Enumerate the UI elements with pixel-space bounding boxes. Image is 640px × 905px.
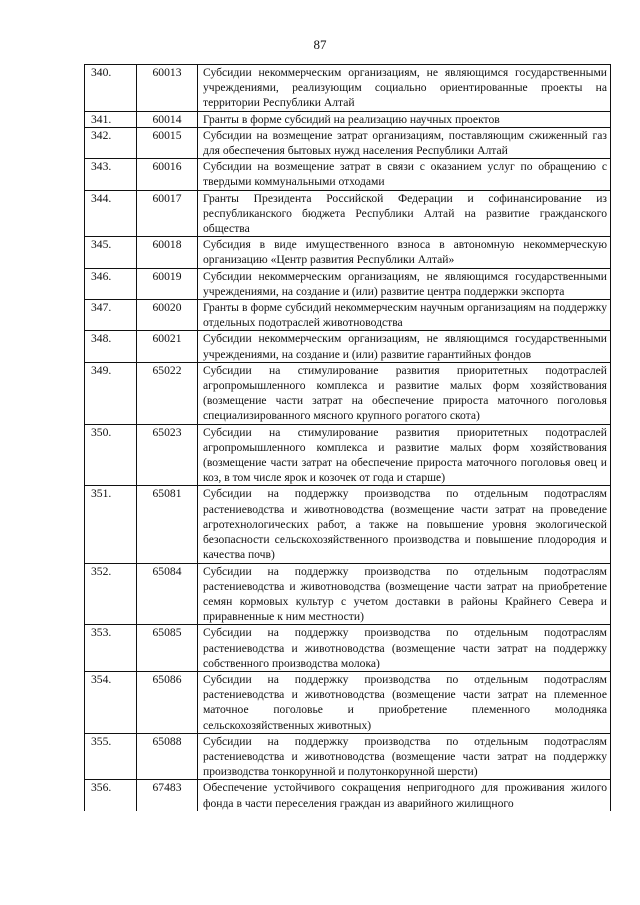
row-code: 65084: [137, 563, 198, 625]
table-row: [85, 486, 611, 563]
row-code: 65023: [137, 424, 198, 486]
row-code: 65085: [137, 625, 198, 672]
row-code: 67483: [137, 780, 198, 811]
row-description: Субсидии некоммерческим организациям, не являющимся государственными учреждениями, на создание и (или) развитие гарантийных фондов: [198, 331, 611, 362]
row-description: Субсидии на поддержку производства по отдельным подотраслям растениеводства и животноводства (возмещение части затрат на поддержку собственного производства молока): [198, 625, 611, 672]
row-code: 60013: [137, 65, 198, 112]
row-code: 60014: [137, 111, 198, 127]
row-description: Субсидии на стимулирование развития приоритетных подотраслей агропромышленного комплекса и развитие малых форм хозяйствования (возмещение части затрат на обеспечение прироста маточного поголовья овец и коз, в том числе ярок и козочек от года и старше): [198, 424, 611, 486]
table-row: [85, 424, 611, 486]
row-description: Субсидии на возмещение затрат организациям, поставляющим сжиженный газ для обеспечения бытовых нужд населения Республики Алтай: [198, 127, 611, 158]
row-description: Субсидии на поддержку производства по отдельным подотраслям растениеводства и животноводства (возмещение части затрат на поддержку производства тонкорунной и полутонкорунной шерсти): [198, 733, 611, 780]
row-code: 65081: [137, 486, 198, 563]
table-row: [85, 111, 611, 127]
row-code: 60019: [137, 268, 198, 299]
row-code: 60021: [137, 331, 198, 362]
row-number: 353.: [85, 625, 137, 672]
row-code: 60015: [137, 127, 198, 158]
row-description: Гранты Президента Российской Федерации и софинансирование из республиканского бюджета Республики Алтай на развитие гражданского общества: [198, 190, 611, 237]
table-row: [85, 671, 611, 733]
row-number: 345.: [85, 237, 137, 268]
table-row: [85, 159, 611, 190]
row-number: 347.: [85, 300, 137, 331]
row-description: Субсидия в виде имущественного взноса в автономную некоммерческую организацию «Центр развития Республики Алтай»: [198, 237, 611, 268]
table-row: [85, 625, 611, 672]
row-description: Субсидии на возмещение затрат в связи с оказанием услуг по обращению с твердыми коммунальными отходами: [198, 159, 611, 190]
row-number: 343.: [85, 159, 137, 190]
row-number: 355.: [85, 733, 137, 780]
row-number: 352.: [85, 563, 137, 625]
row-description: Гранты в форме субсидий некоммерческим научным организациям на поддержку отдельных подотраслей животноводства: [198, 300, 611, 331]
row-number: 351.: [85, 486, 137, 563]
table-row: [85, 331, 611, 362]
row-description: Субсидии на поддержку производства по отдельным подотраслям растениеводства и животноводства (возмещение части затрат на племенное маточное поголовье и приобретение племенного молодняка сельскохозяйственных животных): [198, 671, 611, 733]
table-row: [85, 268, 611, 299]
table-row: [85, 190, 611, 237]
row-code: 60018: [137, 237, 198, 268]
row-number: 356.: [85, 780, 137, 811]
row-description: Гранты в форме субсидий на реализацию научных проектов: [198, 111, 611, 127]
row-code: 60017: [137, 190, 198, 237]
row-description: Обеспечение устойчивого сокращения непригодного для проживания жилого фонда в части переселения граждан из аварийного жилищного: [198, 780, 611, 811]
row-code: 60016: [137, 159, 198, 190]
row-number: 341.: [85, 111, 137, 127]
table-row: [85, 733, 611, 780]
row-number: 346.: [85, 268, 137, 299]
row-number: 344.: [85, 190, 137, 237]
row-number: 349.: [85, 362, 137, 424]
page-number: 87: [313, 37, 327, 52]
row-code: 65022: [137, 362, 198, 424]
row-number: 350.: [85, 424, 137, 486]
row-number: 348.: [85, 331, 137, 362]
row-description: Субсидии некоммерческим организациям, не являющимся государственными учреждениями, реализующим социально ориентированные проекты на территории Республики Алтай: [198, 65, 611, 112]
table-row: [85, 780, 611, 811]
row-code: 60020: [137, 300, 198, 331]
row-description: Субсидии некоммерческим организациям, не являющимся государственными учреждениями, на создание и (или) развитие центра поддержки экспорта: [198, 268, 611, 299]
table-row: [85, 65, 611, 112]
row-description: Субсидии на поддержку производства по отдельным подотраслям растениеводства и животноводства (возмещение части затрат на проведение агротехнологических работ, а также на повышение уровня экологической безопасности сельскохозяйственного производства и повышение плодородия и качества почв): [198, 486, 611, 563]
row-description: Субсидии на стимулирование развития приоритетных подотраслей агропромышленного комплекса и развитие малых форм хозяйствования (возмещение части затрат на обеспечение прироста маточного поголовья специализированного мясного крупного рогатого скота): [198, 362, 611, 424]
row-number: 354.: [85, 671, 137, 733]
table-row: [85, 127, 611, 158]
table-row: [85, 237, 611, 268]
row-number: 340.: [85, 65, 137, 112]
table-row: [85, 362, 611, 424]
row-code: 65088: [137, 733, 198, 780]
table-row: [85, 563, 611, 625]
row-number: 342.: [85, 127, 137, 158]
row-description: Субсидии на поддержку производства по отдельным подотраслям растениеводства и животноводства (возмещение части затрат на приобретение семян кормовых культур с учетом доставки в районы Крайнего Севера и приравненные к ним местности): [198, 563, 611, 625]
budget-codes-table: [84, 64, 611, 811]
row-code: 65086: [137, 671, 198, 733]
table-row: [85, 300, 611, 331]
